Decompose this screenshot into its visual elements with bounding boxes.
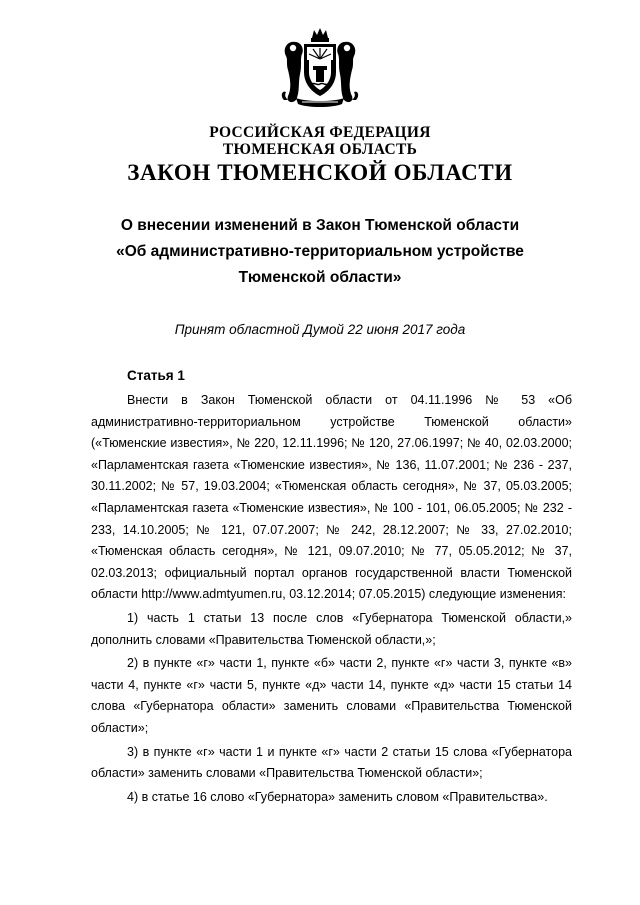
law-subject-line-3: Тюменской области» <box>238 269 402 286</box>
region-name: ТЮМЕНСКАЯ ОБЛАСТЬ <box>222 141 418 158</box>
law-subject <box>90 213 550 291</box>
country-name: РОССИЙСКАЯ ФЕДЕРАЦИЯ <box>209 124 431 141</box>
adoption-note: Принят областной Думой 22 июня 2017 года <box>174 322 466 337</box>
article-item: 2) в пункте «г» части 1, пункте «б» части 2, пункте «г» части 3, пункте «в» части 4, пункте «г» части 5, пункте «д» части 14, пункте «д» части 15 статьи 14 слова «Губернатора области» заменить словами «Правительства Тюменской области»; <box>91 656 572 735</box>
article-item: 3) в пункте «г» части 1 и пункте «г» части 2 статьи 15 слова «Губернатора области» заменить словами «Правительства Тюменской области»; <box>91 744 572 781</box>
tyumen-oblast-coat-of-arms-icon <box>278 26 362 110</box>
article-body <box>91 390 572 808</box>
article-item: 1) часть 1 статьи 13 после слов «Губернатора Тюменской области,» дополнить словами «Правительства Тюменской области,»; <box>91 610 572 647</box>
law-title: ЗАКОН ТЮМЕНСКОЙ ОБЛАСТИ <box>127 160 513 185</box>
law-subject-line-1: О внесении изменений в Закон Тюменской области <box>120 217 520 234</box>
law-subject-line-2: «Об административно-территориальном устройстве <box>116 243 524 260</box>
article-intro-paragraph: Внести в Закон Тюменской области от 04.11.1996 № 53 «Об административно-территориальном устройстве Тюменской области» («Тюменские известия», № 220, 12.11.1996; № 120, 27.06.1997; № 40, 02.03.2000; «Парламентская газета «Тюменские известия», № 136, 11.07.2001; № 236 - 237, 30.11.2002; № 57, 19.03.2004; «Тюменская область сегодня», № 37, 05.03.2005; «Парламентская газета «Тюменские известия», № 100 - 101, 06.05.2005; № 232 - 233, 14.10.2005; № 121, 07.07.2007; № 242, 28.12.2007; № 33, 27.02.2010; «Тюменская область сегодня», № 121, 09.07.2010; № 77, 05.05.2012; № 37, 02.03.2013; официальный портал органов государственной власти Тюменской области http://www.admtyumen.ru, 03.12.2014; 07.05.2015) следующие изменения: <box>91 393 572 602</box>
article-heading: Статья 1 <box>127 368 185 383</box>
article-item: 4) в статье 16 слово «Губернатора» заменить словом «Правительства». <box>127 789 548 804</box>
